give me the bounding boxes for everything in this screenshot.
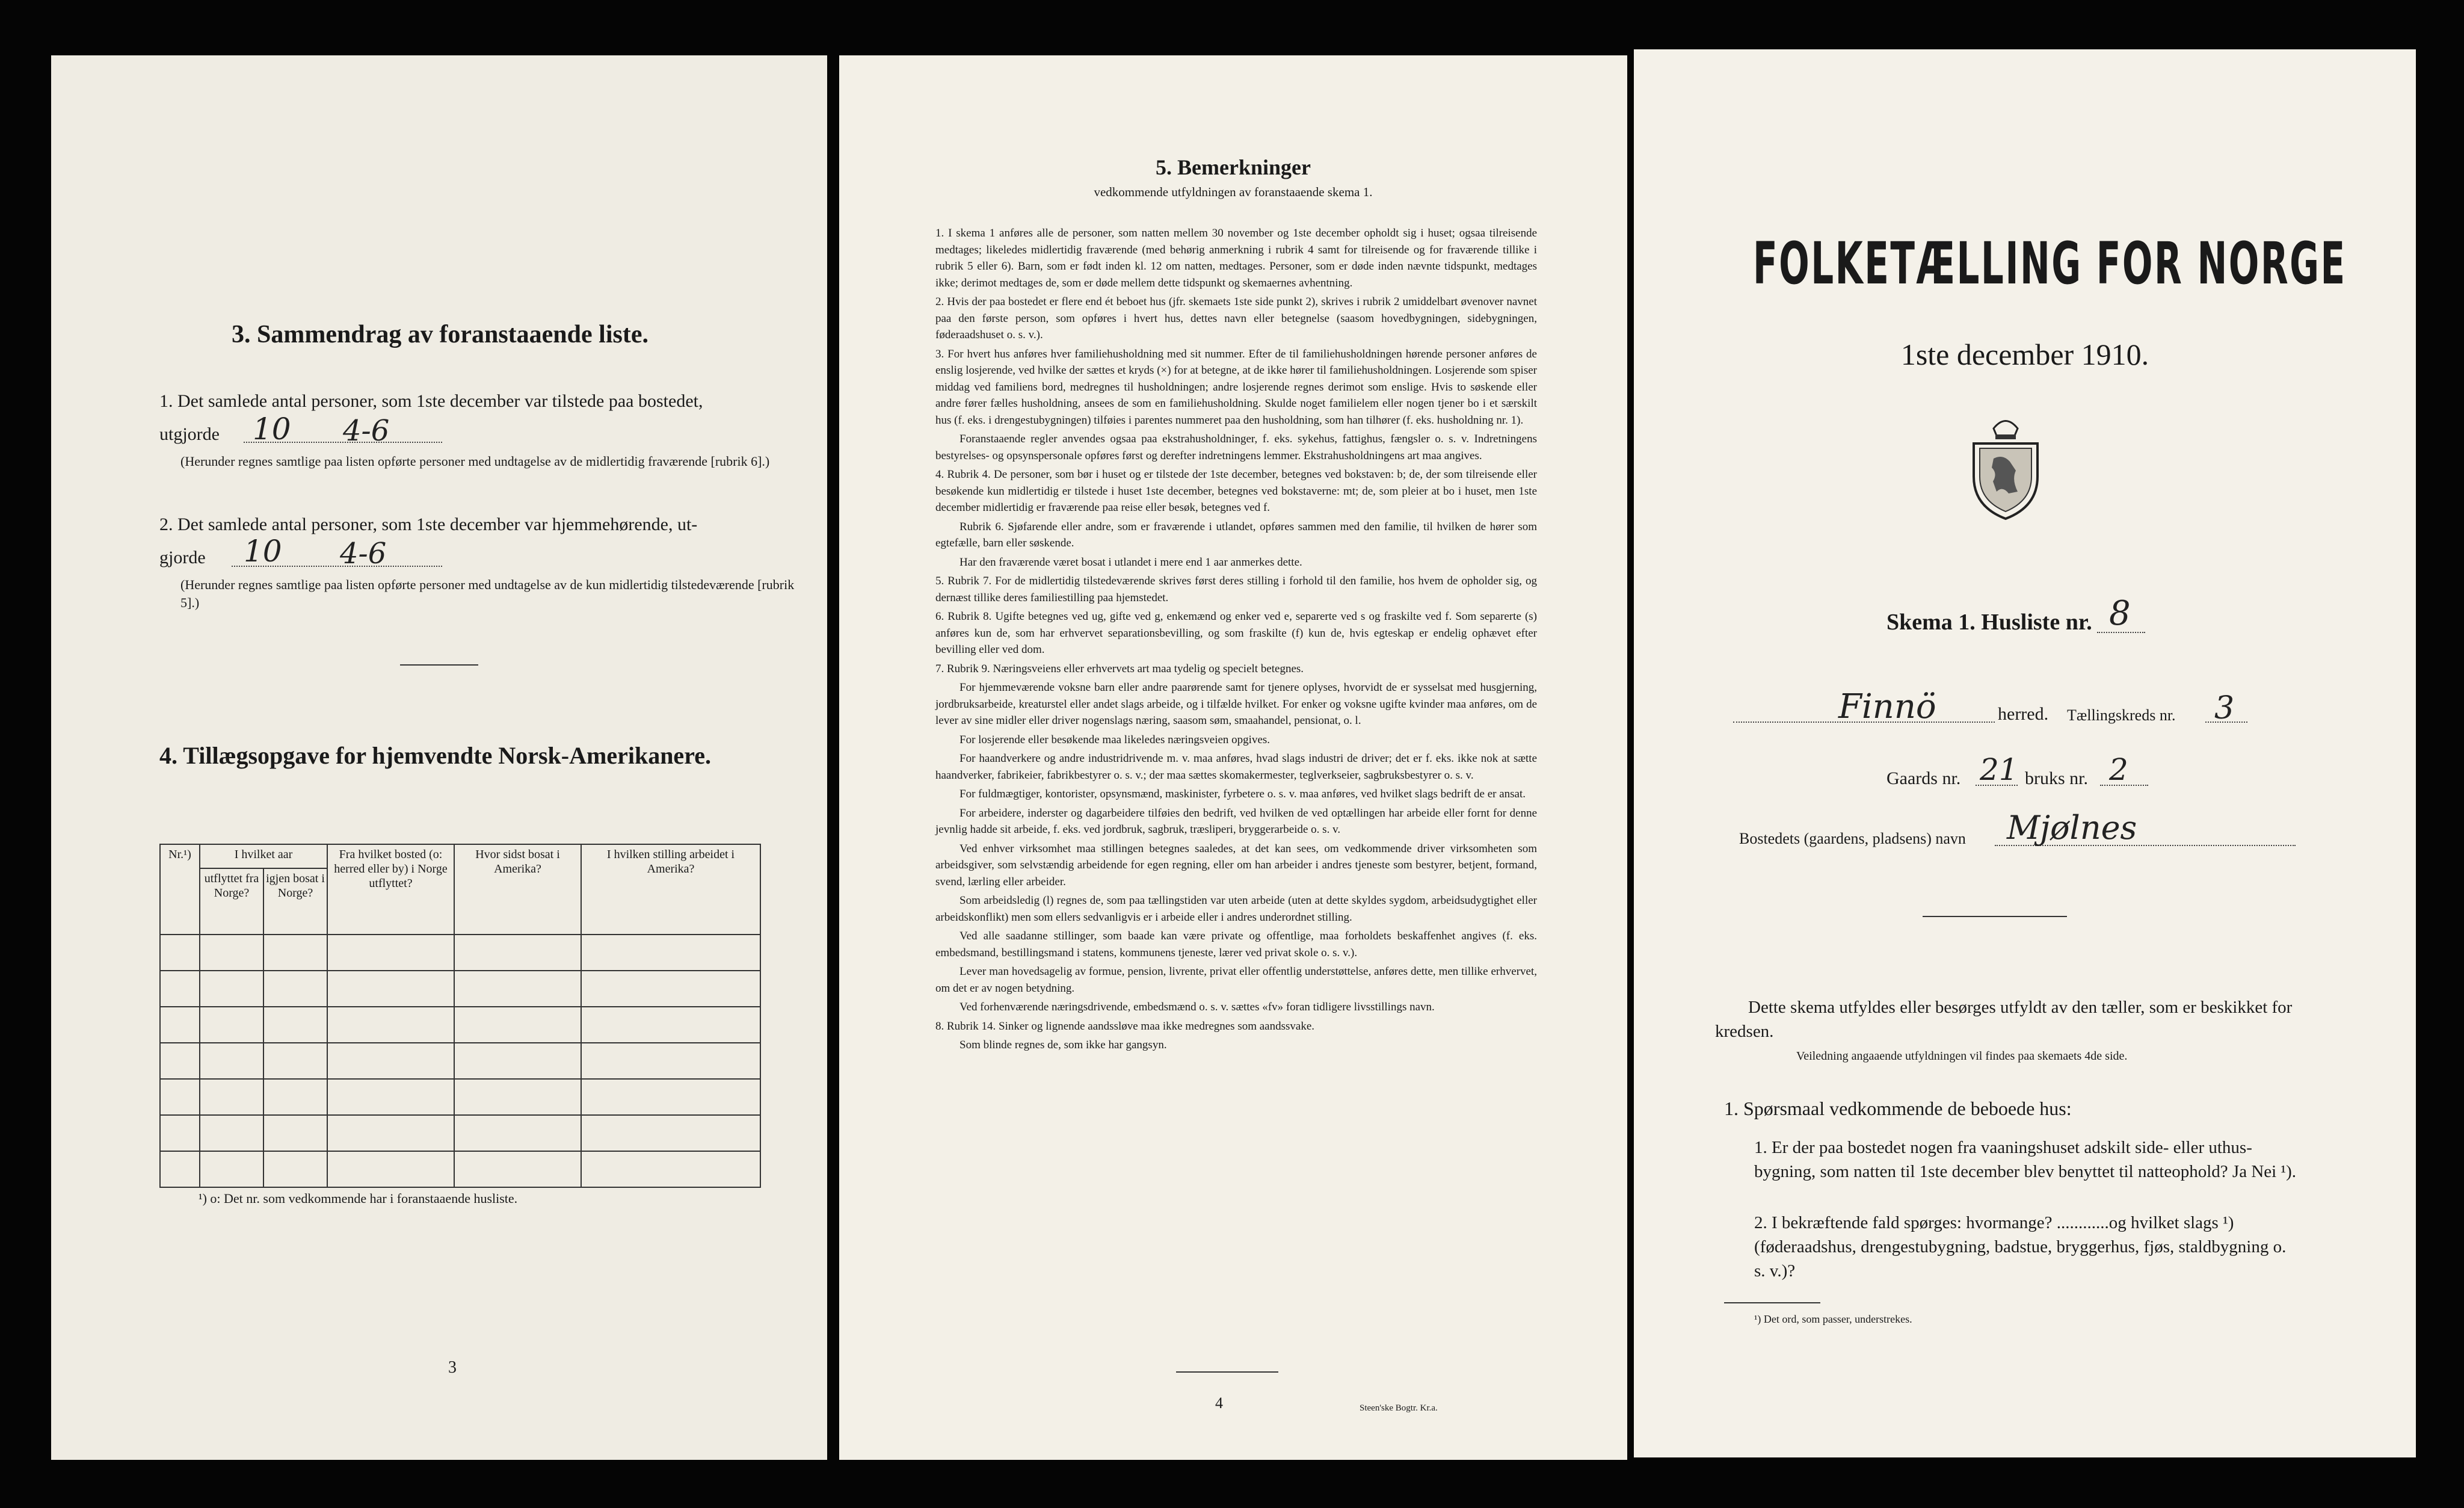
remark-paragraph: Har den fraværende været bosat i utlandet i mere end 1 aar anmerkes dette. [959, 555, 1302, 569]
item2-hw1: 10 [244, 534, 282, 569]
item2-hw2: 4-6 [340, 537, 387, 570]
remark-paragraph: 3. For hvert hus anføres hver familiehusholdning med sit nummer. Efter de til familiehusholdningen hørende personer anføres de enslig losjerende, ved hvilke der sættes et kryds (×) for at betegne, at de ikke hører til familiehusholdningen. Losjerende som spiser middag ved familiens bord, medregnes til husholdningen; andre losjerende regnes derimot som enslige. Hvis to søskende eller andre fører fælles husholdning, ansees de som en familiehusholdning. Skulde noget familielem eller nogen tjener bo i et særskilt hus (f. eks. i drengestubygningen) tilføies i parentes nummeret paa den husholdning, som han tilhører (f. eks. husholdning nr. 1). [935, 347, 1537, 427]
table-row [160, 1151, 760, 1187]
remark-paragraph: 8. Rubrik 14. Sinker og lignende aandssløve maa ikke medregnes som aandssvake. [935, 1019, 1315, 1033]
divider [1724, 1302, 1820, 1303]
divider [1176, 1371, 1278, 1373]
remark-paragraph: Lever man hovedsagelig av formue, pension, livrente, privat eller offentlig understøttelse, anføres dette, men tillike erhvervet, om det er av nogen betydning. [935, 965, 1537, 995]
table-row [160, 1115, 760, 1151]
table-row [160, 1043, 760, 1079]
table-row [160, 935, 760, 971]
herred-label: herred. [1998, 704, 2049, 724]
husliste-hw: 8 [2109, 594, 2131, 633]
item1-prefix: utgjorde [159, 424, 220, 444]
table-row [160, 1079, 760, 1115]
item2-note: (Herunder regnes samtlige paa listen opførte personer med undtagelse av de kun midlertidig tilstedeværende [rubrik 5].) [180, 577, 795, 610]
remark-paragraph: 2. Hvis der paa bostedet er flere end ét beboet hus (jfr. skemaets 1ste side punkt 2), skrives i rubrik 2 umiddelbart øvenover navnet paa den første person, som opføres i hvert hus, dettes navn eller betegnelse (saasom hovedbygningen, sidebygningen, føderaadshuset o. s. v.). [935, 295, 1537, 341]
table-row [160, 971, 760, 1007]
kreds-hw: 3 [2214, 690, 2235, 726]
remark-paragraph: Ved forhenværende næringsdrivende, embedsmænd o. s. v. sættes «fv» foran tidligere livsstillings navn. [959, 1001, 1435, 1013]
remark-paragraph: Som arbeidsledig (l) regnes de, som paa tællingstiden var uten arbeide (uten at dette skyldes sygdom, arbeidsudygtighet eller arbeidskonflikt) men som ellers sedvanligvis er i arbeide eller i andres underordnet stilling. [935, 894, 1537, 924]
remark-paragraph: Ved enhver virksomhet maa stillingen betegnes saaledes, at det kan sees, om vedkommende driver virksomheten som arbeidsgiver, som selvstændig arbeidende for egen regning, eller om han arbeider i andres tjeneste som bestyrer, betjent, formand, svend, lærling eller arbeider. [935, 842, 1537, 888]
remark-paragraph: Rubrik 6. Sjøfarende eller andre, som er fraværende i utlandet, opføres sammen med den familie, til hvilken de hører som egtefælle, barn eller søskende. [935, 520, 1537, 549]
remark-paragraph: Som blinde regnes de, som ikke har gangsyn. [959, 1039, 1167, 1051]
remark-paragraph: 7. Rubrik 9. Næringsveiens eller erhvervets art maa tydelig og specielt betegnes. [935, 662, 1304, 675]
remark-paragraph: 4. Rubrik 4. De personer, som bør i huset og er tilstede der 1ste december, betegnes ved bokstaven: b; de, der som tilreisende eller besøkende kun midlertidig er tilstede i huset 1ste december, betegnes ved bokstaverne: mt; de, som pleier at bo i huset, men 1ste december midlertidig er fraværende paa reise eller besøk, betegnes ved f. [935, 468, 1537, 514]
item1-hw1: 10 [253, 412, 291, 447]
questions-title: 1. Spørsmaal vedkommende de beboede hus: [1724, 1098, 2072, 1119]
remark-paragraph: 5. Rubrik 7. For de midlertidig tilstedeværende skrives først deres stilling i forhold til den familie, hos hvem de opholder sig, og dernæst tillike deres familiestilling paa hjemstedet. [935, 575, 1537, 604]
th-america: Hvor sidst bosat i Amerika? [454, 844, 581, 935]
right-page [1634, 49, 2416, 1457]
intro-text: Dette skema utfyldes eller besørges utfyldt av den tæller, som er beskikket for kredsen. [1715, 998, 2293, 1041]
th-emigrated: utflyttet fra Norge? [200, 868, 263, 935]
herred-hw: Finnö [1838, 687, 1936, 726]
gaards-hw: 21 [1980, 752, 2018, 787]
bosted-hw: Mjølnes [2007, 809, 2137, 847]
census-title: FOLKETÆLLING FOR NORGE [1753, 230, 2347, 297]
norsk-amerikanere-table [159, 844, 761, 1188]
question-1 [1754, 1136, 2299, 1184]
item2-text: 2. Det samlede antal personer, som 1ste december var hjemmehørende, ut- [159, 515, 698, 534]
remark-paragraph: Foranstaaende regler anvendes ogsaa paa ekstrahusholdninger, f. eks. sykehus, fattighus, fængsler o. s. v. Indretningens bestyrelses- og opsynspersonale opføres først og derefter indretningens lemmer. Ekstrahusholdningens art maa angives. [935, 433, 1537, 462]
question-2: 2. I bekræftende fald spørges: hvormange? ............og hvilket slags ¹) (føderaadshus, drengestubygning, badstue, bryggerhus, fjøs, staldbygning o. s. v.)? [1754, 1213, 2287, 1281]
page-number: 3 [448, 1358, 457, 1377]
ornament-divider [1923, 916, 2067, 917]
remarks-list [935, 225, 1537, 1056]
intro-note: Veiledning angaaende utfyldningen vil findes paa skemaets 4de side. [1796, 1049, 2128, 1063]
remarks-subtitle: vedkommende utfyldningen av foranstaaende skema 1. [1094, 185, 1373, 199]
bruks-hw: 2 [2109, 752, 2128, 787]
gaards-label: Gaards nr. [1886, 768, 1961, 788]
remarks-title: 5. Bemerkninger [1156, 155, 1311, 179]
kreds-label: Tællingskreds nr. [2067, 706, 2176, 724]
item2-prefix: gjorde [159, 548, 206, 567]
item1-text: 1. Det samlede antal personer, som 1ste december var tilstede paa bostedet, [159, 391, 703, 411]
table-row [160, 1007, 760, 1043]
remark-paragraph: For hjemmeværende voksne barn eller andre paarørende samt for tjenere oplyses, hvorvidt de er sysselsat med husgjerning, jordbruksarbeide, kreaturstel eller andet slags arbeide, og i tilfælde hvilket. For enker og voksne ugifte kvinder maa anføres, om de lever av sine midler eller driver nogenslags næring, saasom søm, smaahandel, pensionat, o. l. [935, 681, 1537, 727]
middle-page [839, 55, 1627, 1460]
bosted-label: Bostedets (gaardens, pladsens) navn [1739, 830, 1966, 847]
section3-title: 3. Sammendrag av foranstaaende liste. [232, 321, 648, 348]
remark-paragraph: For haandverkere og andre industridrivende m. v. maa anføres, hvad slags industri de driver; det er f. eks. ikke nok at sætte haandverker, fabrikeier, fabrikbestyrer o. s. v.; der maa sættes skomakermester, teglverkseier, sagbruksbestyrer o. s. v. [935, 752, 1537, 782]
table-footnote: ¹) o: Det nr. som vedkommende har i foranstaaende husliste. [199, 1191, 518, 1206]
printer-mark: Steen'ske Bogtr. Kr.a. [1360, 1403, 1438, 1413]
remark-paragraph: Ved alle saadanne stillinger, som baade kan være private og offentlige, maa forholdets beskaffenhet angives (f. eks. embedsmand, bestillingsmand i statens, kommunens tjeneste, lærer ved privat skole o. s. v.). [935, 930, 1537, 959]
th-nr: Nr.¹) [160, 844, 200, 935]
census-date: 1ste december 1910. [1900, 338, 2149, 371]
th-from: Fra hvilket bosted (o: herred eller by) i Norge utflyttet? [327, 844, 454, 935]
remark-paragraph: For losjerende eller besøkende maa likeledes næringsveien opgives. [959, 733, 1270, 746]
item1-hw2: 4-6 [343, 414, 390, 448]
question-1-text: 1. Er der paa bostedet nogen fra vaaningshuset adskilt side- eller uthus-bygning, som natten til 1ste december blev benyttet til natteophold? [1754, 1138, 2252, 1181]
th-position: I hvilken stilling arbeidet i Amerika? [581, 844, 760, 935]
remark-paragraph: For fuldmægtiger, kontorister, opsynsmænd, maskinister, fyrbetere o. s. v. maa anføres, ved hvilket slags bedrift de er ansat. [959, 788, 1526, 800]
item1-note: (Herunder regnes samtlige paa listen opførte personer med undtagelse av de midlertidig fraværende [rubrik 6].) [180, 454, 770, 469]
th-year: I hvilket aar [200, 844, 327, 868]
skema-label: Skema 1. Husliste nr. [1886, 610, 2092, 635]
left-page [51, 55, 827, 1460]
divider [400, 664, 478, 666]
th-returned: igjen bosat i Norge? [263, 868, 327, 935]
remark-paragraph: For arbeidere, inderster og dagarbeidere tilføies den bedrift, ved hvilken de ved optællingen har arbeide eller fornt for denne jevnlig hadde sit arbeide, f. eks. ved jordbruk, sagbruk, træsliperi, bryggerarbeide o. s. v. [935, 806, 1537, 836]
page3-footnote: ¹) Det ord, som passer, understrekes. [1754, 1313, 1912, 1325]
bruks-label: bruks nr. [2025, 768, 2088, 788]
norway-coat-of-arms-icon [1967, 410, 2045, 525]
section4-title: 4. Tillægsopgave for hjemvendte Norsk-Amerikanere. [159, 742, 711, 769]
remark-paragraph: 1. I skema 1 anføres alle de personer, som natten mellem 30 november og 1ste december opholdt sig i huset; ogsaa tilreisende medtages; likeledes midlertidig fraværende (med behørig anmerkning i rubrik 4 samt for tilreisende og for fraværende tillike i rubrik 5 eller 6). Barn, som er født inden kl. 12 om natten, medtages. Personer, som er døde inden nævnte tidspunkt, medtages ikke; derimot medtages de, som er døde mellem dette tidspunkt og skemaernes avhentning. [935, 227, 1537, 289]
question-1-answer: Ja Nei ¹). [2232, 1162, 2297, 1181]
remark-paragraph: 6. Rubrik 8. Ugifte betegnes ved ug, gifte ved g, enkemænd og enker ved e, separerte ved s og fraskilte ved f. Som separerte (s) anføres kun de, som har erhvervet separationsbevilling, og som fraskilte (f) kun de, hvis egteskap er endelig ophævet efter bevilling eller ved dom. [935, 610, 1537, 656]
page-number: 4 [1215, 1394, 1223, 1412]
